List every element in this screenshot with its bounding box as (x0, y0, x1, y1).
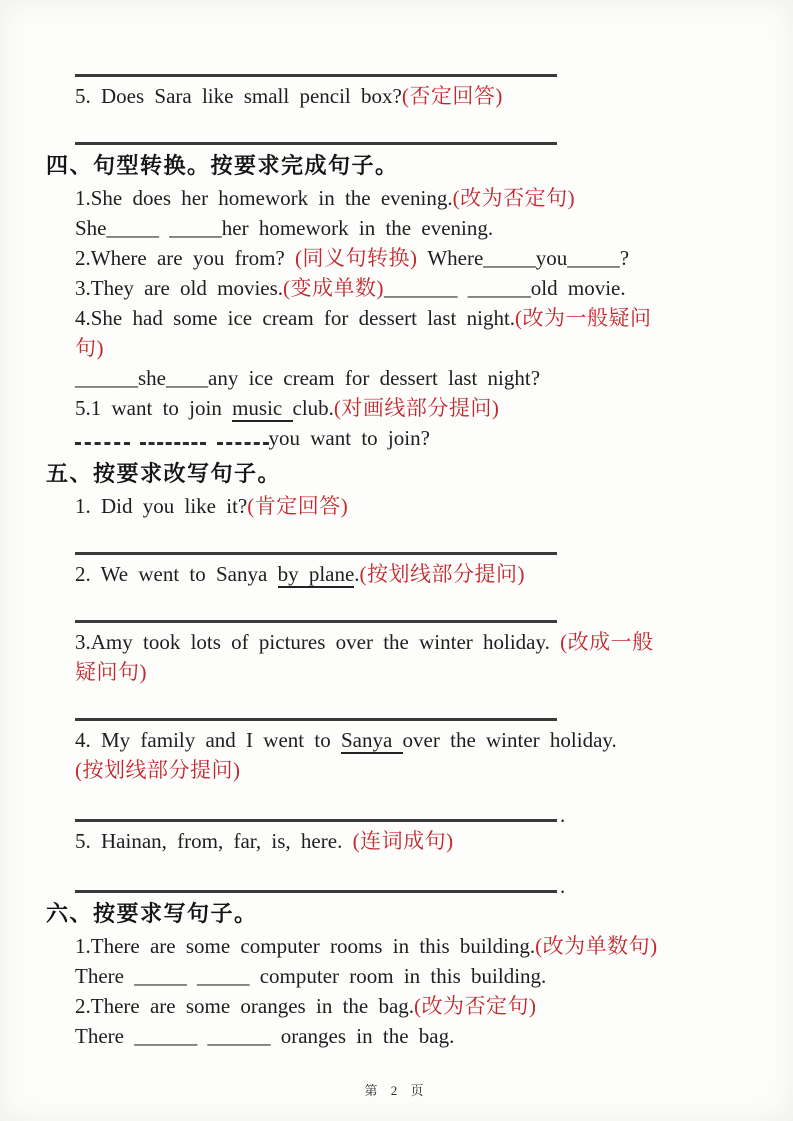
answer-line-bar (75, 552, 557, 555)
sentence-period: . (560, 874, 566, 898)
sentence-text: over the winter holiday. (402, 728, 617, 752)
sentence-text: _______ ______old movie. (384, 276, 626, 300)
answer-line-bar (75, 620, 557, 623)
page-number: 第 2 页 (364, 1083, 429, 1098)
instruction-annotation: (变成单数) (283, 276, 385, 300)
sentence-text: She_____ _____her homework in the evening. (75, 216, 494, 240)
instruction-annotation: (连词成句) (352, 829, 454, 853)
instruction-annotation: (按划线部分提问) (359, 562, 526, 586)
exercise-line (75, 423, 773, 453)
dashed-answer-blank (217, 429, 269, 445)
sentence-text: 3.They are old movies. (75, 276, 284, 300)
underlined-word: music (232, 396, 293, 420)
instruction-annotation: (否定回答) (401, 84, 503, 108)
exercise-line (75, 333, 773, 363)
sentence-text: 4. My family and I went to (75, 728, 341, 752)
sentence-text: 4.She had some ice cream for dessert last night. (75, 306, 516, 330)
instruction-annotation: (改为否定句) (452, 186, 576, 210)
dashed-answer-blank (75, 429, 130, 445)
sentence-text: you want to join? (268, 426, 430, 450)
exercise-line (75, 826, 773, 856)
exercise-line (75, 755, 773, 785)
exercise-line (75, 931, 773, 961)
answer-line-bar (75, 718, 557, 721)
exercise-line (75, 627, 773, 657)
underlined-word: Sanya (340, 728, 403, 752)
answer-blank-line (75, 713, 793, 721)
exercise-line (75, 961, 773, 991)
answer-blank-line (75, 803, 793, 827)
sentence-text: 3.Amy took lots of pictures over the winter holiday. (75, 630, 561, 654)
instruction-annotation: (肯定回答) (247, 494, 349, 518)
answer-blank-line (75, 137, 793, 145)
exercise-line (75, 725, 773, 755)
sentence-text: 5. Hainan, from, far, is, here. (75, 829, 353, 853)
exercise-line (75, 559, 773, 589)
exercise-line (75, 657, 773, 687)
sentence-text: Where_____you_____? (417, 246, 630, 270)
exercise-line (75, 243, 773, 273)
sentence-text: 1.There are some computer rooms in this building. (75, 934, 536, 958)
exercise-line (75, 491, 773, 521)
sentence-text: club. (292, 396, 334, 420)
instruction-annotation: (改为一般疑问 (515, 306, 652, 330)
page-footer (0, 1080, 793, 1099)
sentence-period: . (560, 803, 566, 827)
sentence-text: ______she____any ice cream for dessert last night? (75, 366, 541, 390)
sentence-text: There _____ _____ computer room in this building. (75, 964, 547, 988)
sentence-text (130, 426, 140, 450)
section-heading: 五、按要求改写句子。 (46, 461, 282, 486)
section-heading: 四、句型转换。按要求完成句子。 (46, 153, 399, 178)
sentence-text: There ______ ______ oranges in the bag. (75, 1024, 455, 1048)
instruction-annotation: (对画线部分提问) (333, 396, 500, 420)
sentence-text: 2.Where are you from? (75, 246, 295, 270)
exercise-line (75, 1021, 773, 1051)
answer-line-bar (75, 819, 557, 822)
answer-line-bar (75, 890, 557, 893)
answer-blank-line (75, 69, 793, 77)
section-heading: 六、按要求写句子。 (46, 901, 258, 926)
sentence-text: 1. Did you like it? (75, 494, 248, 518)
instruction-annotation: 句) (75, 336, 104, 360)
underlined-word: by plane (277, 562, 355, 586)
instruction-annotation: (同义句转换) (294, 246, 418, 270)
document-content (0, 69, 793, 1051)
sentence-text: . (354, 562, 360, 586)
sentence-text: 2. We went to Sanya (75, 562, 278, 586)
sentence-text: 5.1 want to join (75, 396, 233, 420)
exercise-line (75, 213, 773, 243)
exercise-line (75, 81, 773, 111)
instruction-annotation: (改为否定句) (414, 994, 537, 1018)
instruction-annotation: (改成一般 (560, 630, 654, 654)
answer-line-bar (75, 142, 557, 145)
instruction-annotation: (按划线部分提问) (75, 758, 241, 782)
instruction-annotation: (改为单数句) (535, 934, 658, 958)
answer-line-bar (75, 74, 557, 77)
answer-blank-line (75, 874, 793, 898)
answer-blank-line (75, 547, 793, 555)
exercise-line (75, 273, 773, 303)
exercise-line (75, 183, 773, 213)
answer-blank-line (75, 615, 793, 623)
dashed-answer-blank (140, 429, 206, 445)
exercise-line (75, 363, 773, 393)
sentence-text (206, 426, 216, 450)
exercise-line (75, 393, 773, 423)
exercise-line (75, 991, 773, 1021)
instruction-annotation: 疑问句) (75, 660, 147, 684)
sentence-text: 1.She does her homework in the evening. (75, 186, 453, 210)
exercise-line (75, 303, 773, 333)
sentence-text: 5. Does Sara like small pencil box? (75, 84, 402, 108)
sentence-text: 2.There are some oranges in the bag. (75, 994, 415, 1018)
